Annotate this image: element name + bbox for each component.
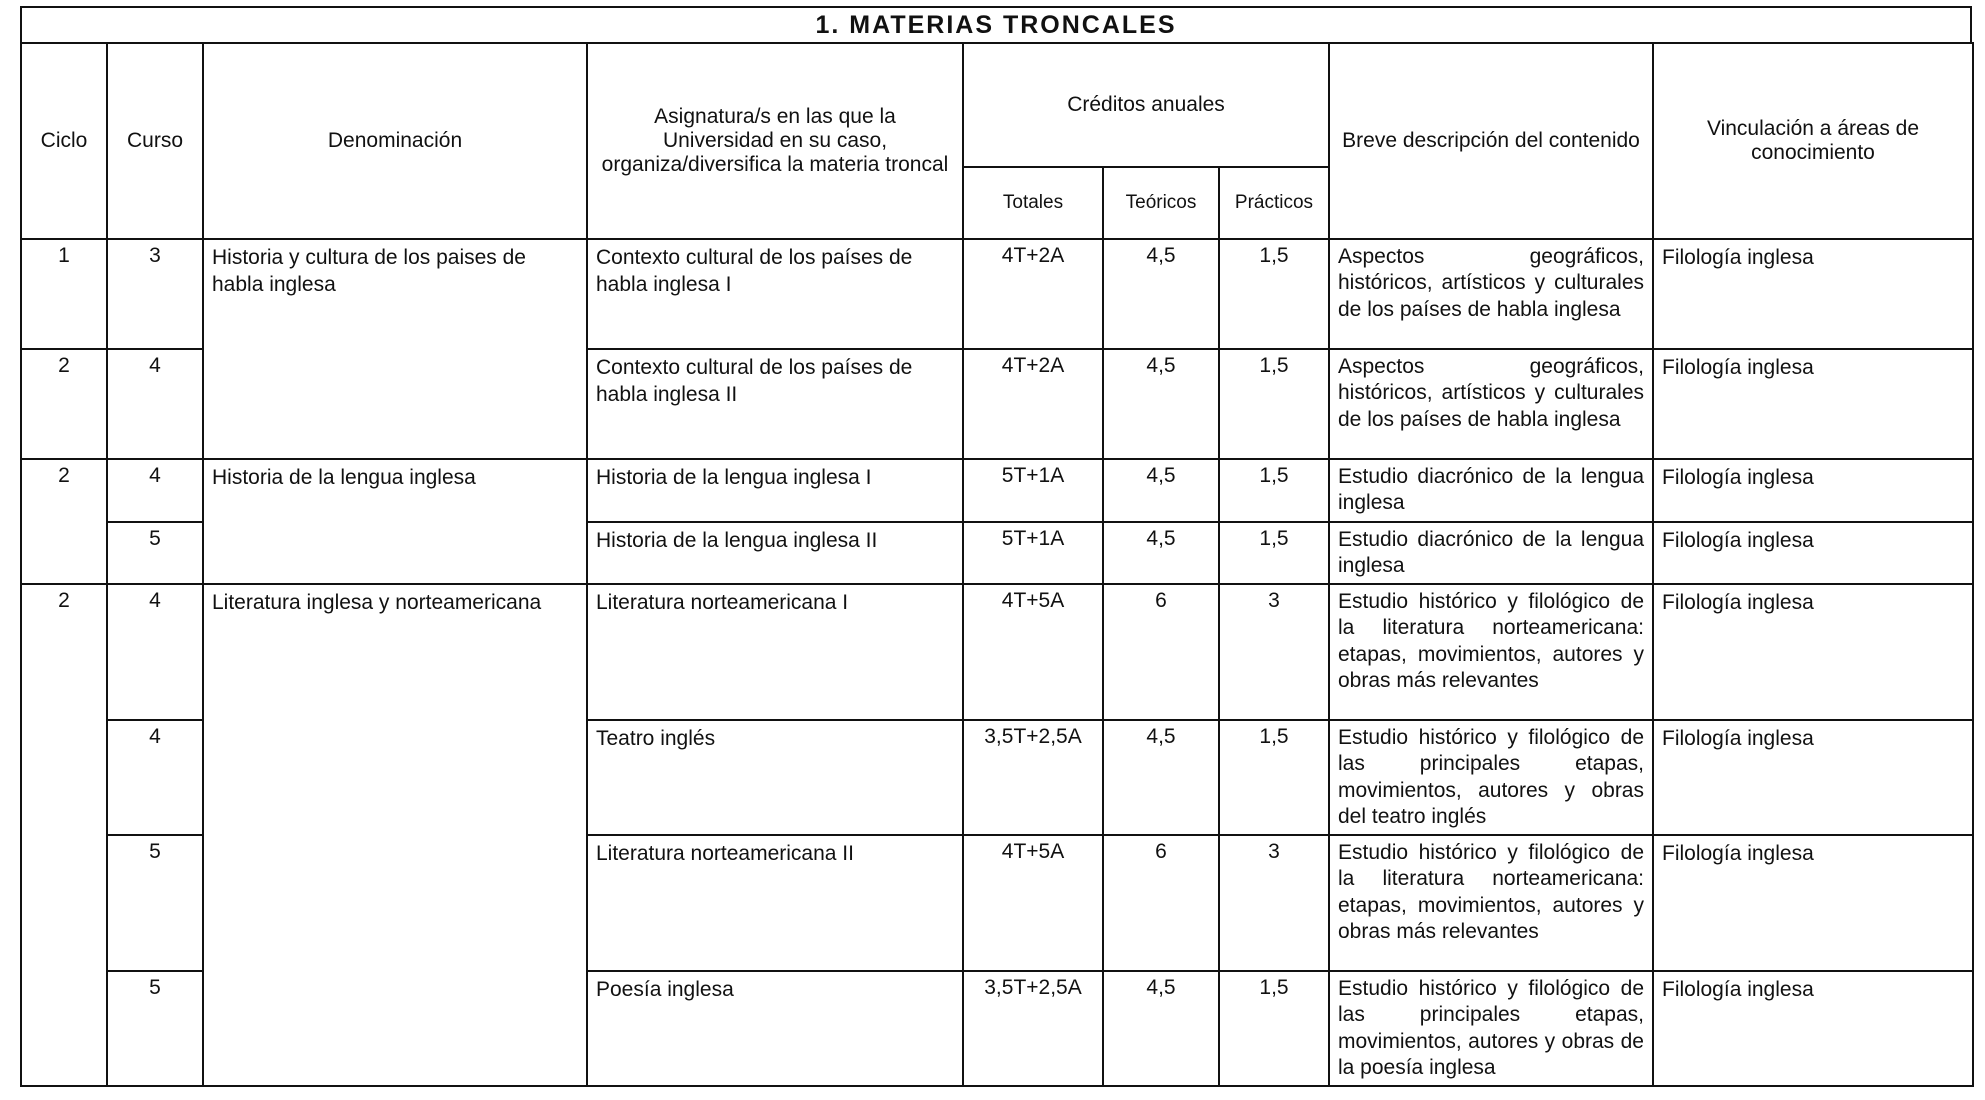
cell-descripcion: Estudio histórico y filológico de las principales etapas, movimientos, autores y obras de la poesía inglesa <box>1329 971 1653 1086</box>
cell-asignatura: Historia de la lengua inglesa II <box>587 522 963 585</box>
cell-descripcion: Estudio histórico y filológico de la literatura norteamericana: etapas, movimientos, autores y obras más relevantes <box>1329 584 1653 720</box>
cell-denominacion: Historia y cultura de los paises de habla inglesa <box>203 239 587 459</box>
cell-vinculacion: Filología inglesa <box>1653 584 1973 720</box>
cell-ciclo: 2 <box>21 349 107 459</box>
cell-descripcion: Aspectos geográficos, históricos, artísticos y culturales de los países de habla inglesa <box>1329 239 1653 349</box>
cell-asignatura: Literatura norteamericana I <box>587 584 963 720</box>
cell-curso: 5 <box>107 835 203 971</box>
cell-vinculacion: Filología inglesa <box>1653 720 1973 835</box>
cell-totales: 5T+1A <box>963 522 1103 585</box>
cell-asignatura: Historia de la lengua inglesa I <box>587 459 963 522</box>
document-sheet <box>20 6 1972 1087</box>
cell-ciclo: 2 <box>21 584 107 1086</box>
page-title: 1. MATERIAS TRONCALES <box>20 6 1972 42</box>
header-asignaturas: Asignatura/s en las que la Universidad en su caso, organiza/diversifica la materia troncal <box>587 43 963 239</box>
cell-descripcion: Estudio histórico y filológico de las principales etapas, movimientos, autores y obras del teatro inglés <box>1329 720 1653 835</box>
cell-totales: 4T+2A <box>963 239 1103 349</box>
cell-teoricos: 4,5 <box>1103 349 1219 459</box>
cell-vinculacion: Filología inglesa <box>1653 522 1973 585</box>
cell-descripcion: Estudio diacrónico de la lengua inglesa <box>1329 459 1653 522</box>
cell-denominacion: Historia de la lengua inglesa <box>203 459 587 584</box>
cell-asignatura: Contexto cultural de los países de habla inglesa I <box>587 239 963 349</box>
cell-ciclo: 2 <box>21 459 107 584</box>
cell-vinculacion: Filología inglesa <box>1653 239 1973 349</box>
cell-curso: 4 <box>107 349 203 459</box>
cell-curso: 4 <box>107 459 203 522</box>
cell-practicos: 3 <box>1219 835 1329 971</box>
cell-curso: 3 <box>107 239 203 349</box>
cell-practicos: 1,5 <box>1219 459 1329 522</box>
cell-teoricos: 6 <box>1103 835 1219 971</box>
header-vinculacion: Vinculación a áreas de conocimiento <box>1653 43 1973 239</box>
cell-totales: 3,5T+2,5A <box>963 720 1103 835</box>
cell-asignatura: Contexto cultural de los países de habla inglesa II <box>587 349 963 459</box>
cell-descripcion: Estudio histórico y filológico de la literatura norteamericana: etapas, movimientos, autores y obras más relevantes <box>1329 835 1653 971</box>
cell-totales: 3,5T+2,5A <box>963 971 1103 1086</box>
cell-practicos: 1,5 <box>1219 239 1329 349</box>
cell-asignatura: Literatura norteamericana II <box>587 835 963 971</box>
header-totales: Totales <box>963 167 1103 239</box>
cell-practicos: 3 <box>1219 584 1329 720</box>
cell-teoricos: 4,5 <box>1103 971 1219 1086</box>
cell-asignatura: Poesía inglesa <box>587 971 963 1086</box>
cell-curso: 4 <box>107 584 203 720</box>
cell-totales: 5T+1A <box>963 459 1103 522</box>
cell-curso: 4 <box>107 720 203 835</box>
table-row <box>21 584 1973 720</box>
cell-teoricos: 4,5 <box>1103 459 1219 522</box>
header-denominacion: Denominación <box>203 43 587 239</box>
cell-teoricos: 4,5 <box>1103 720 1219 835</box>
header-teoricos: Teóricos <box>1103 167 1219 239</box>
cell-vinculacion: Filología inglesa <box>1653 835 1973 971</box>
cell-practicos: 1,5 <box>1219 720 1329 835</box>
header-practicos: Prácticos <box>1219 167 1329 239</box>
materias-table <box>20 42 1974 1087</box>
cell-teoricos: 4,5 <box>1103 239 1219 349</box>
cell-practicos: 1,5 <box>1219 522 1329 585</box>
header-descripcion: Breve descripción del contenido <box>1329 43 1653 239</box>
cell-totales: 4T+5A <box>963 584 1103 720</box>
header-creditos: Créditos anuales <box>963 43 1329 167</box>
cell-descripcion: Estudio diacrónico de la lengua inglesa <box>1329 522 1653 585</box>
cell-practicos: 1,5 <box>1219 971 1329 1086</box>
cell-asignatura: Teatro inglés <box>587 720 963 835</box>
table-row <box>21 459 1973 522</box>
cell-curso: 5 <box>107 522 203 585</box>
header-curso: Curso <box>107 43 203 239</box>
cell-denominacion: Literatura inglesa y norteamericana <box>203 584 587 1086</box>
cell-totales: 4T+2A <box>963 349 1103 459</box>
header-ciclo: Ciclo <box>21 43 107 239</box>
cell-vinculacion: Filología inglesa <box>1653 971 1973 1086</box>
cell-practicos: 1,5 <box>1219 349 1329 459</box>
cell-totales: 4T+5A <box>963 835 1103 971</box>
cell-teoricos: 4,5 <box>1103 522 1219 585</box>
cell-descripcion: Aspectos geográficos, históricos, artísticos y culturales de los países de habla inglesa <box>1329 349 1653 459</box>
cell-ciclo: 1 <box>21 239 107 349</box>
cell-vinculacion: Filología inglesa <box>1653 459 1973 522</box>
cell-curso: 5 <box>107 971 203 1086</box>
cell-vinculacion: Filología inglesa <box>1653 349 1973 459</box>
cell-teoricos: 6 <box>1103 584 1219 720</box>
table-row <box>21 239 1973 349</box>
